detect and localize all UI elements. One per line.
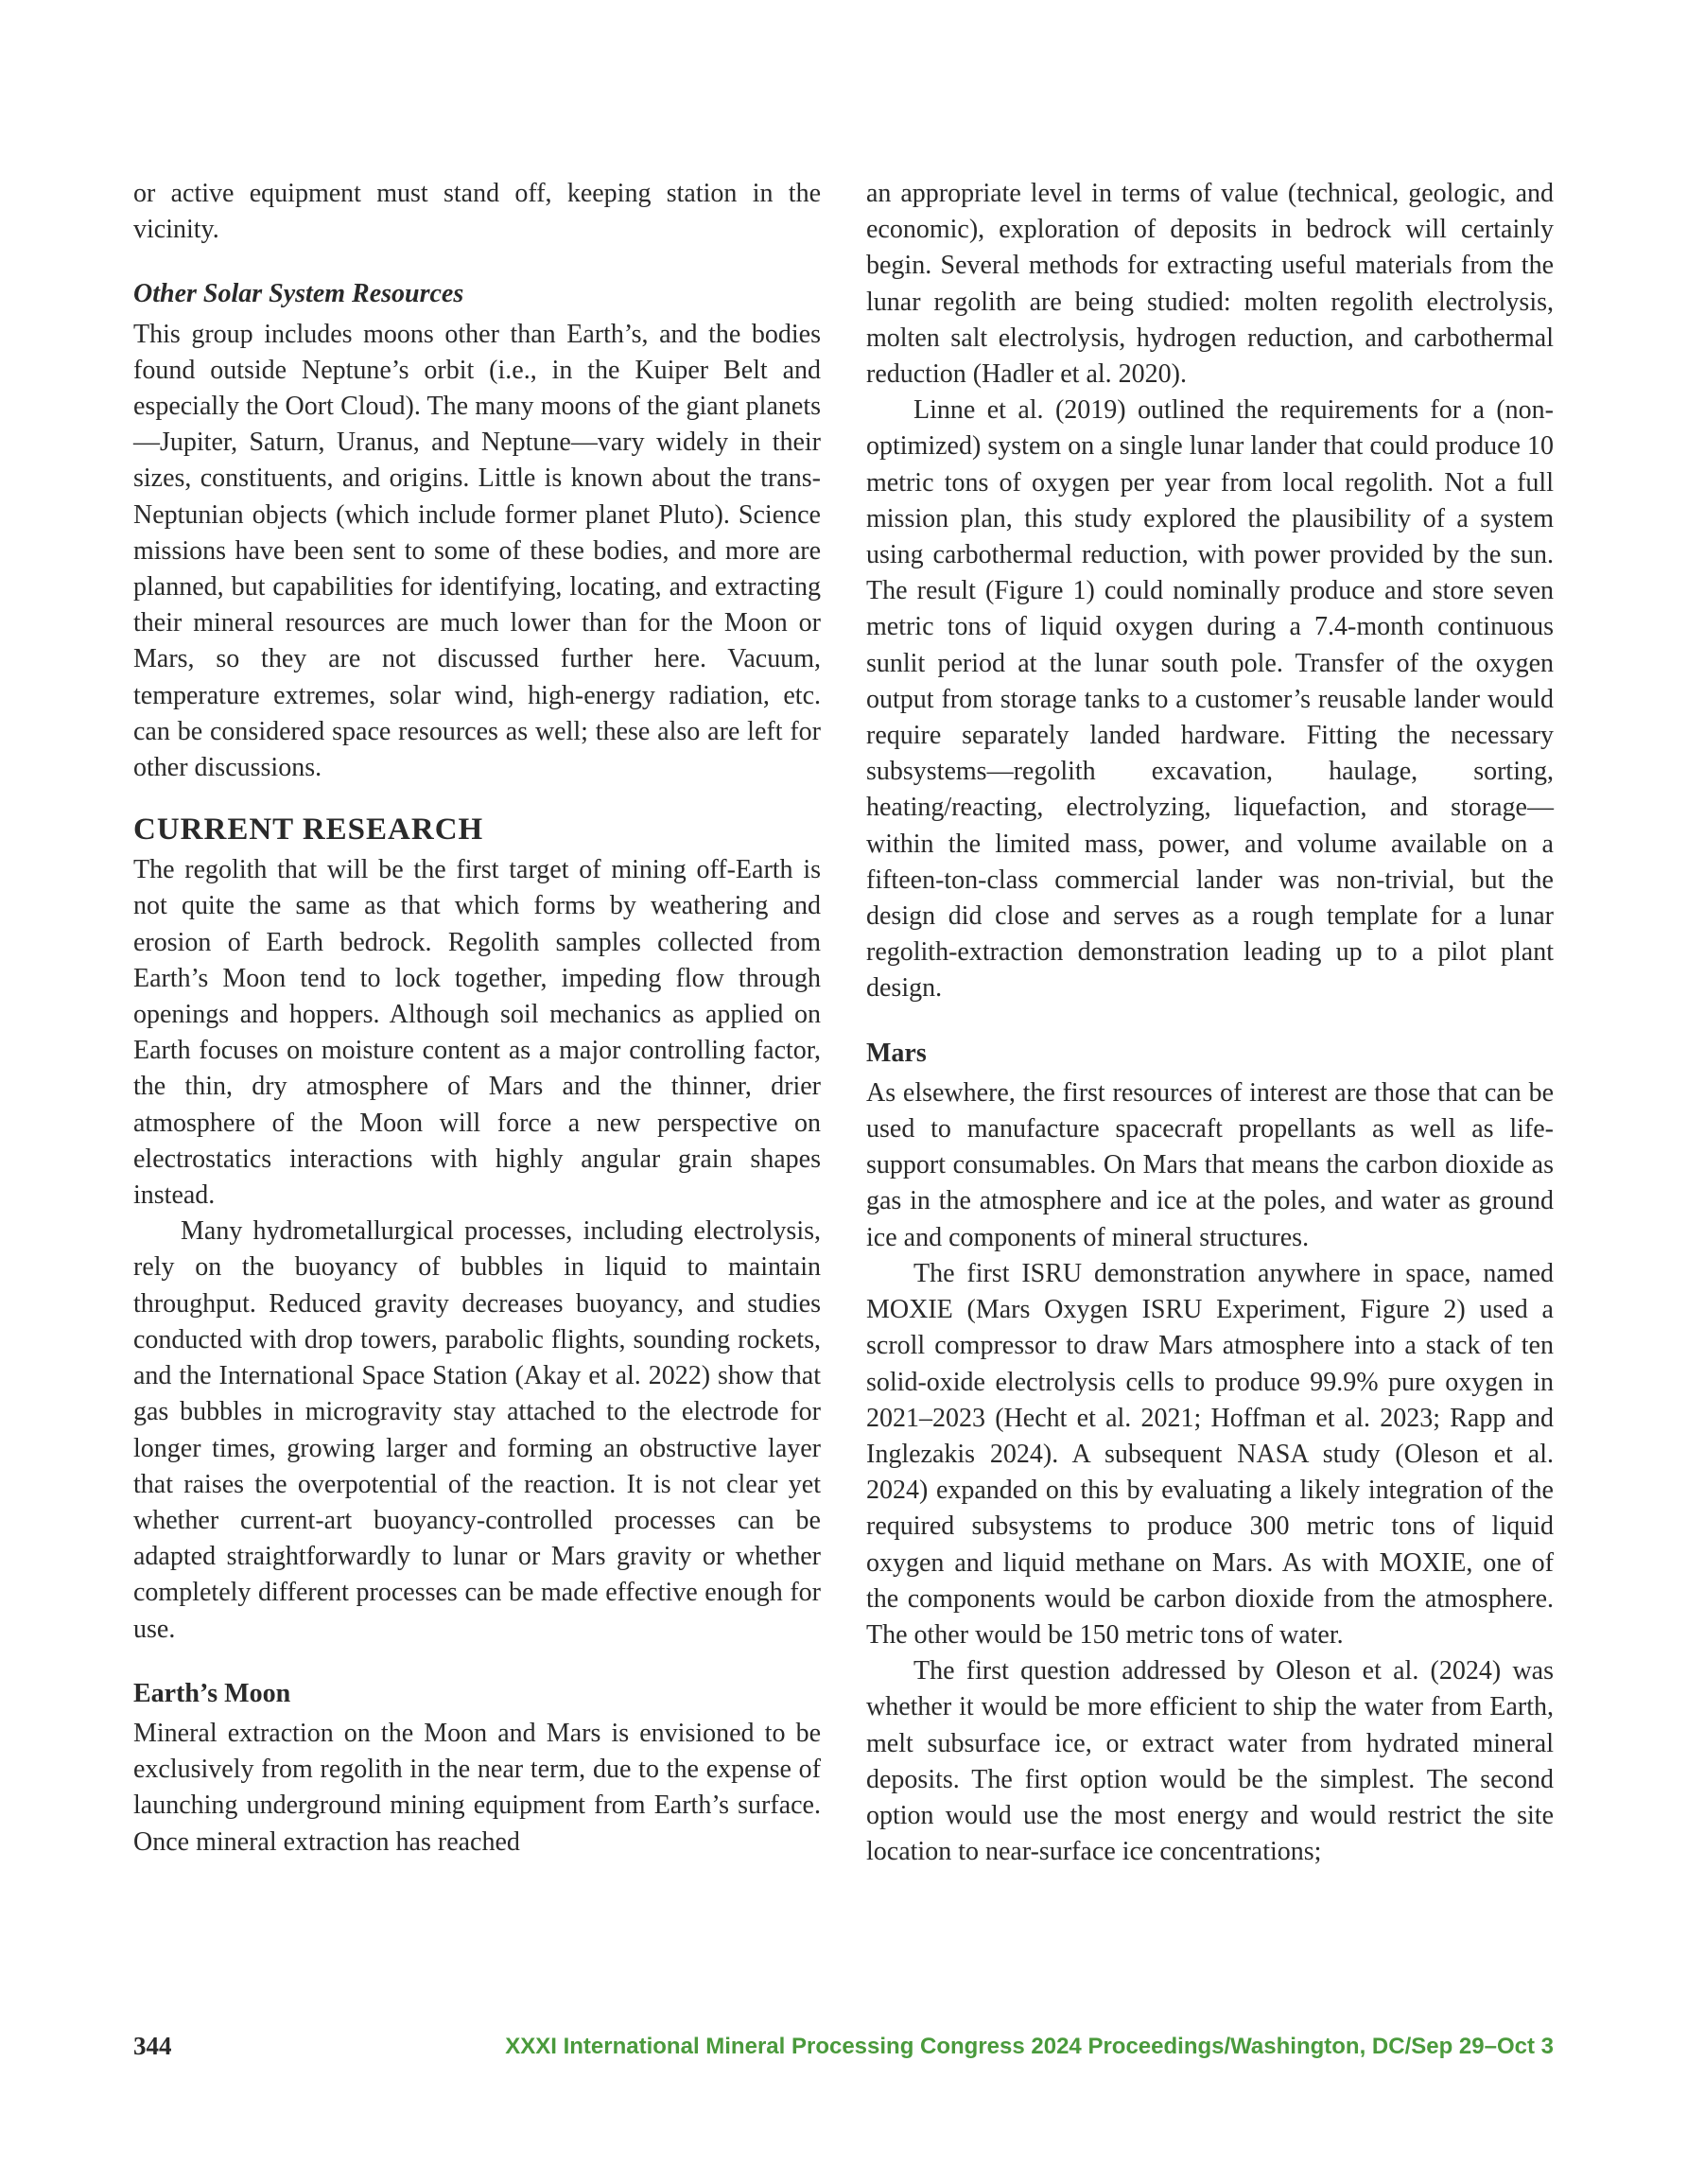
right-column [866,176,1554,1870]
heading-current-research: CURRENT RESEARCH [133,812,484,847]
running-title: XXXI International Mineral Processing Congress 2024 Proceedings/Washington, DC/Sep 29–Oct 3 [505,2034,1554,2059]
heading-earths-moon: Earth’s Moon [133,1678,291,1708]
paragraph-moon-continuation: an appropriate level in terms of value (technical, geologic, and economic), exploration of deposits in bedrock will certainly begin. Several methods for extracting useful materials from the lunar regolith are being studied: molten regolith electrolysis, molten salt electrolysis, hydrogen reduction, and carbothermal reduction (Hadler et al. 2020). [866,179,1554,390]
paragraph-oleson: The first question addressed by Oleson et al. (2024) was whether it would be more efficient to ship the water from Earth, melt subsurface ice, or extract water from hydrated mineral deposits. The first option would be the simplest. The second option would use the most energy and would restrict the site location to near-surface ice concentrations; [866,1656,1554,1867]
page-number: 344 [133,2032,172,2060]
paragraph-other-resources: This group includes moons other than Earth’s, and the bodies found outside Neptune’s orbit (i.e., in the Kuiper Belt and especially the Oort Cloud). The many moons of the giant planets—Jupiter, Saturn, Uranus, and Neptune—vary widely in their sizes, constituents, and origins. Little is known about the trans-Neptunian objects (which include former planet Pluto). Science missions have been sent to some of these bodies, and more are planned, but capabilities for identifying, locating, and extracting their mineral resources are much lower than for the Moon or Mars, so they are not discussed further here. Vacuum, temperature extremes, solar wind, high-energy radiation, etc. can be considered space resources as well; these also are left for other discussions. [133,319,821,783]
heading-other-solar-system-resources: Other Solar System Resources [133,279,464,309]
left-column [133,176,821,1861]
heading-mars: Mars [866,1038,927,1068]
paragraph-regolith: The regolith that will be the first target of mining off-Earth is not quite the same as that which forms by weathering and erosion of Earth bedrock. Regolith samples collected from Earth’s Moon tend to lock together, impeding flow through openings and hoppers. Although soil mechanics as applied on Earth focuses on moisture content as a major controlling factor, the thin, dry atmosphere of Mars and the thinner, drier atmosphere of the Moon will force a new perspective on electrostatics interactions with highly angular grain shapes instead. [133,855,821,1211]
paragraph-hydrometallurgical: Many hydrometallurgical processes, including electrolysis, rely on the buoyancy of bubbles in liquid to maintain throughput. Reduced gravity decreases buoyancy, and studies conducted with drop towers, parabolic flights, sounding rockets, and the International Space Station (Akay et al. 2022) show that gas bubbles in microgravity stay attached to the electrode for longer times, growing larger and forming an obstructive layer that raises the overpotential of the reaction. It is not clear yet whether current-art buoyancy-controlled processes can be adapted straightforwardly to lunar or Mars gravity or whether completely different processes can be made effective enough for use. [133,1216,821,1644]
paragraph-linne: Linne et al. (2019) outlined the requirements for a (non-optimized) system on a single lunar lander that could produce 10 metric tons of oxygen per year from local regolith. Not a full mission plan, this study explored the plausibility of a system using carbothermal reduction, with power provided by the sun. The result (Figure 1) could nominally produce and store seven metric tons of liquid oxygen during a 7.4-month continuous sunlit period at the lunar south pole. Transfer of the oxygen output from storage tanks to a customer’s reusable lander would require separately landed hardware. Fitting the necessary subsystems—regolith excavation, haulage, sorting, heating/reacting, electrolyzing, liquefaction, and storage—within the limited mass, power, and volume available on a fifteen-ton-class commercial lander was non-trivial, but the design did close and serves as a rough template for a lunar regolith-extraction demonstration leading up to a pilot plant design. [866,395,1554,1004]
paragraph-moxie: The first ISRU demonstration anywhere in space, named MOXIE (Mars Oxygen ISRU Experiment, Figure 2) used a scroll compressor to draw Mars atmosphere into a stack of ten solid-oxide electrolysis cells to produce 99.9% pure oxygen in 2021–2023 (Hecht et al. 2021; Hoffman et al. 2023; Rapp and Inglezakis 2024). A subsequent NASA study (Oleson et al. 2024) expanded on this by evaluating a likely integration of the required subsystems to produce 300 metric tons of liquid oxygen and liquid methane on Mars. As with MOXIE, one of the components would be carbon dioxide from the atmosphere. The other would be 150 metric tons of water. [866,1258,1554,1650]
paragraph-mineral-extraction: Mineral extraction on the Moon and Mars is envisioned to be exclusively from regolith in the near term, due to the expense of launching underground mining equipment from Earth’s surface. Once mineral extraction has reached [133,1718,821,1857]
paragraph-mars-resources: As elsewhere, the first resources of interest are those that can be used to manufacture spacecraft propellants as well as life-support consumables. On Mars that means the carbon dioxide as gas in the atmosphere and ice at the poles, and water as ground ice and components of mineral structures. [866,1077,1554,1252]
page-footer [133,2032,1554,2066]
paragraph-continuation: or active equipment must stand off, keeping station in the vicinity. [133,179,821,245]
